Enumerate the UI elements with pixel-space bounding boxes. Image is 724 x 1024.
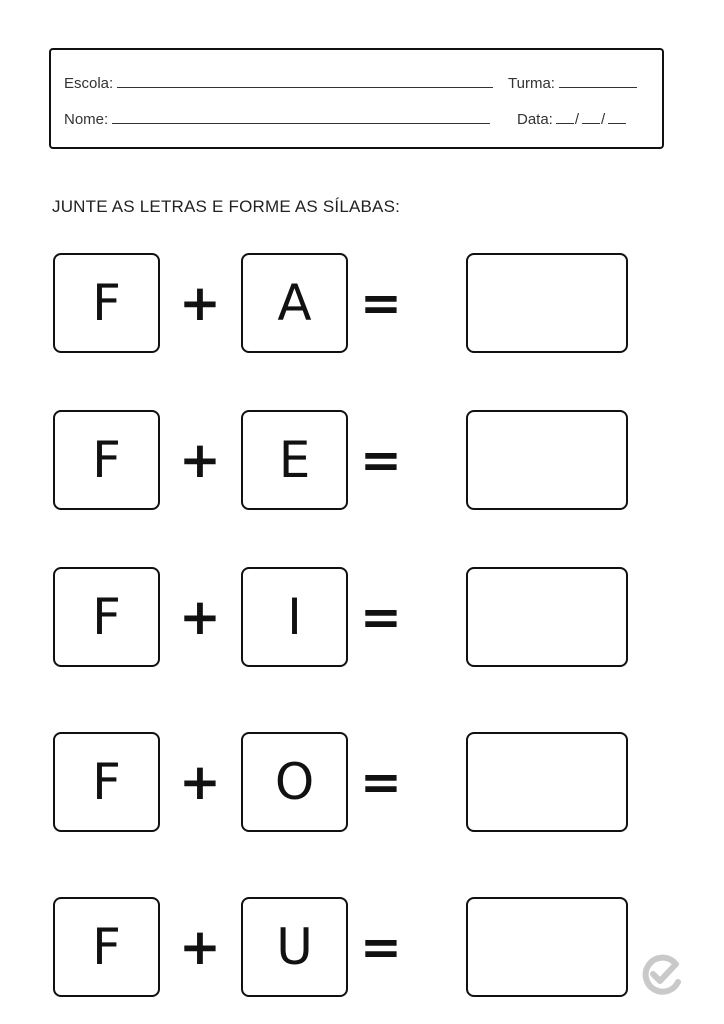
day-blank[interactable] [556, 109, 574, 124]
exercise-row [0, 410, 724, 512]
letter-tile-right: A [241, 253, 348, 353]
letter-tile-left: F [53, 732, 160, 832]
plus-sign: + [179, 918, 221, 976]
answer-box[interactable] [466, 567, 628, 667]
exercise-row [0, 732, 724, 834]
exercise-row [0, 897, 724, 999]
equals-sign: = [360, 431, 402, 489]
data-label: Data: [517, 111, 553, 128]
answer-box[interactable] [466, 253, 628, 353]
exercise-row [0, 567, 724, 669]
plus-sign: + [179, 753, 221, 811]
equals-sign: = [360, 588, 402, 646]
nome-blank[interactable] [112, 109, 490, 124]
plus-sign: + [179, 431, 221, 489]
nome-line [64, 109, 490, 128]
escola-line [64, 73, 493, 92]
data-line [517, 109, 626, 128]
nome-label: Nome: [64, 111, 109, 128]
plus-sign: + [179, 274, 221, 332]
letter-tile-right: E [241, 410, 348, 510]
answer-box[interactable] [466, 410, 628, 510]
month-blank[interactable] [582, 109, 600, 124]
date-slash: / [601, 111, 606, 128]
checkmark-logo-icon [640, 952, 684, 996]
letter-tile-left: F [53, 410, 160, 510]
turma-blank[interactable] [559, 73, 637, 88]
escola-label: Escola: [64, 75, 114, 92]
letter-tile-left: F [53, 897, 160, 997]
plus-sign: + [179, 588, 221, 646]
equals-sign: = [360, 918, 402, 976]
instructions-heading: JUNTE AS LETRAS E FORME AS SÍLABAS: [52, 197, 401, 216]
letter-tile-left: F [53, 567, 160, 667]
turma-line [508, 73, 637, 92]
exercise-row [0, 253, 724, 355]
student-info-box [49, 48, 664, 149]
answer-box[interactable] [466, 732, 628, 832]
letter-tile-right: U [241, 897, 348, 997]
equals-sign: = [360, 274, 402, 332]
letter-tile-right: I [241, 567, 348, 667]
letter-tile-left: F [53, 253, 160, 353]
turma-label: Turma: [508, 75, 555, 92]
date-slash: / [574, 111, 580, 128]
equals-sign: = [360, 753, 402, 811]
letter-tile-right: O [241, 732, 348, 832]
answer-box[interactable] [466, 897, 628, 997]
year-blank[interactable] [608, 109, 626, 124]
escola-blank[interactable] [117, 73, 493, 88]
